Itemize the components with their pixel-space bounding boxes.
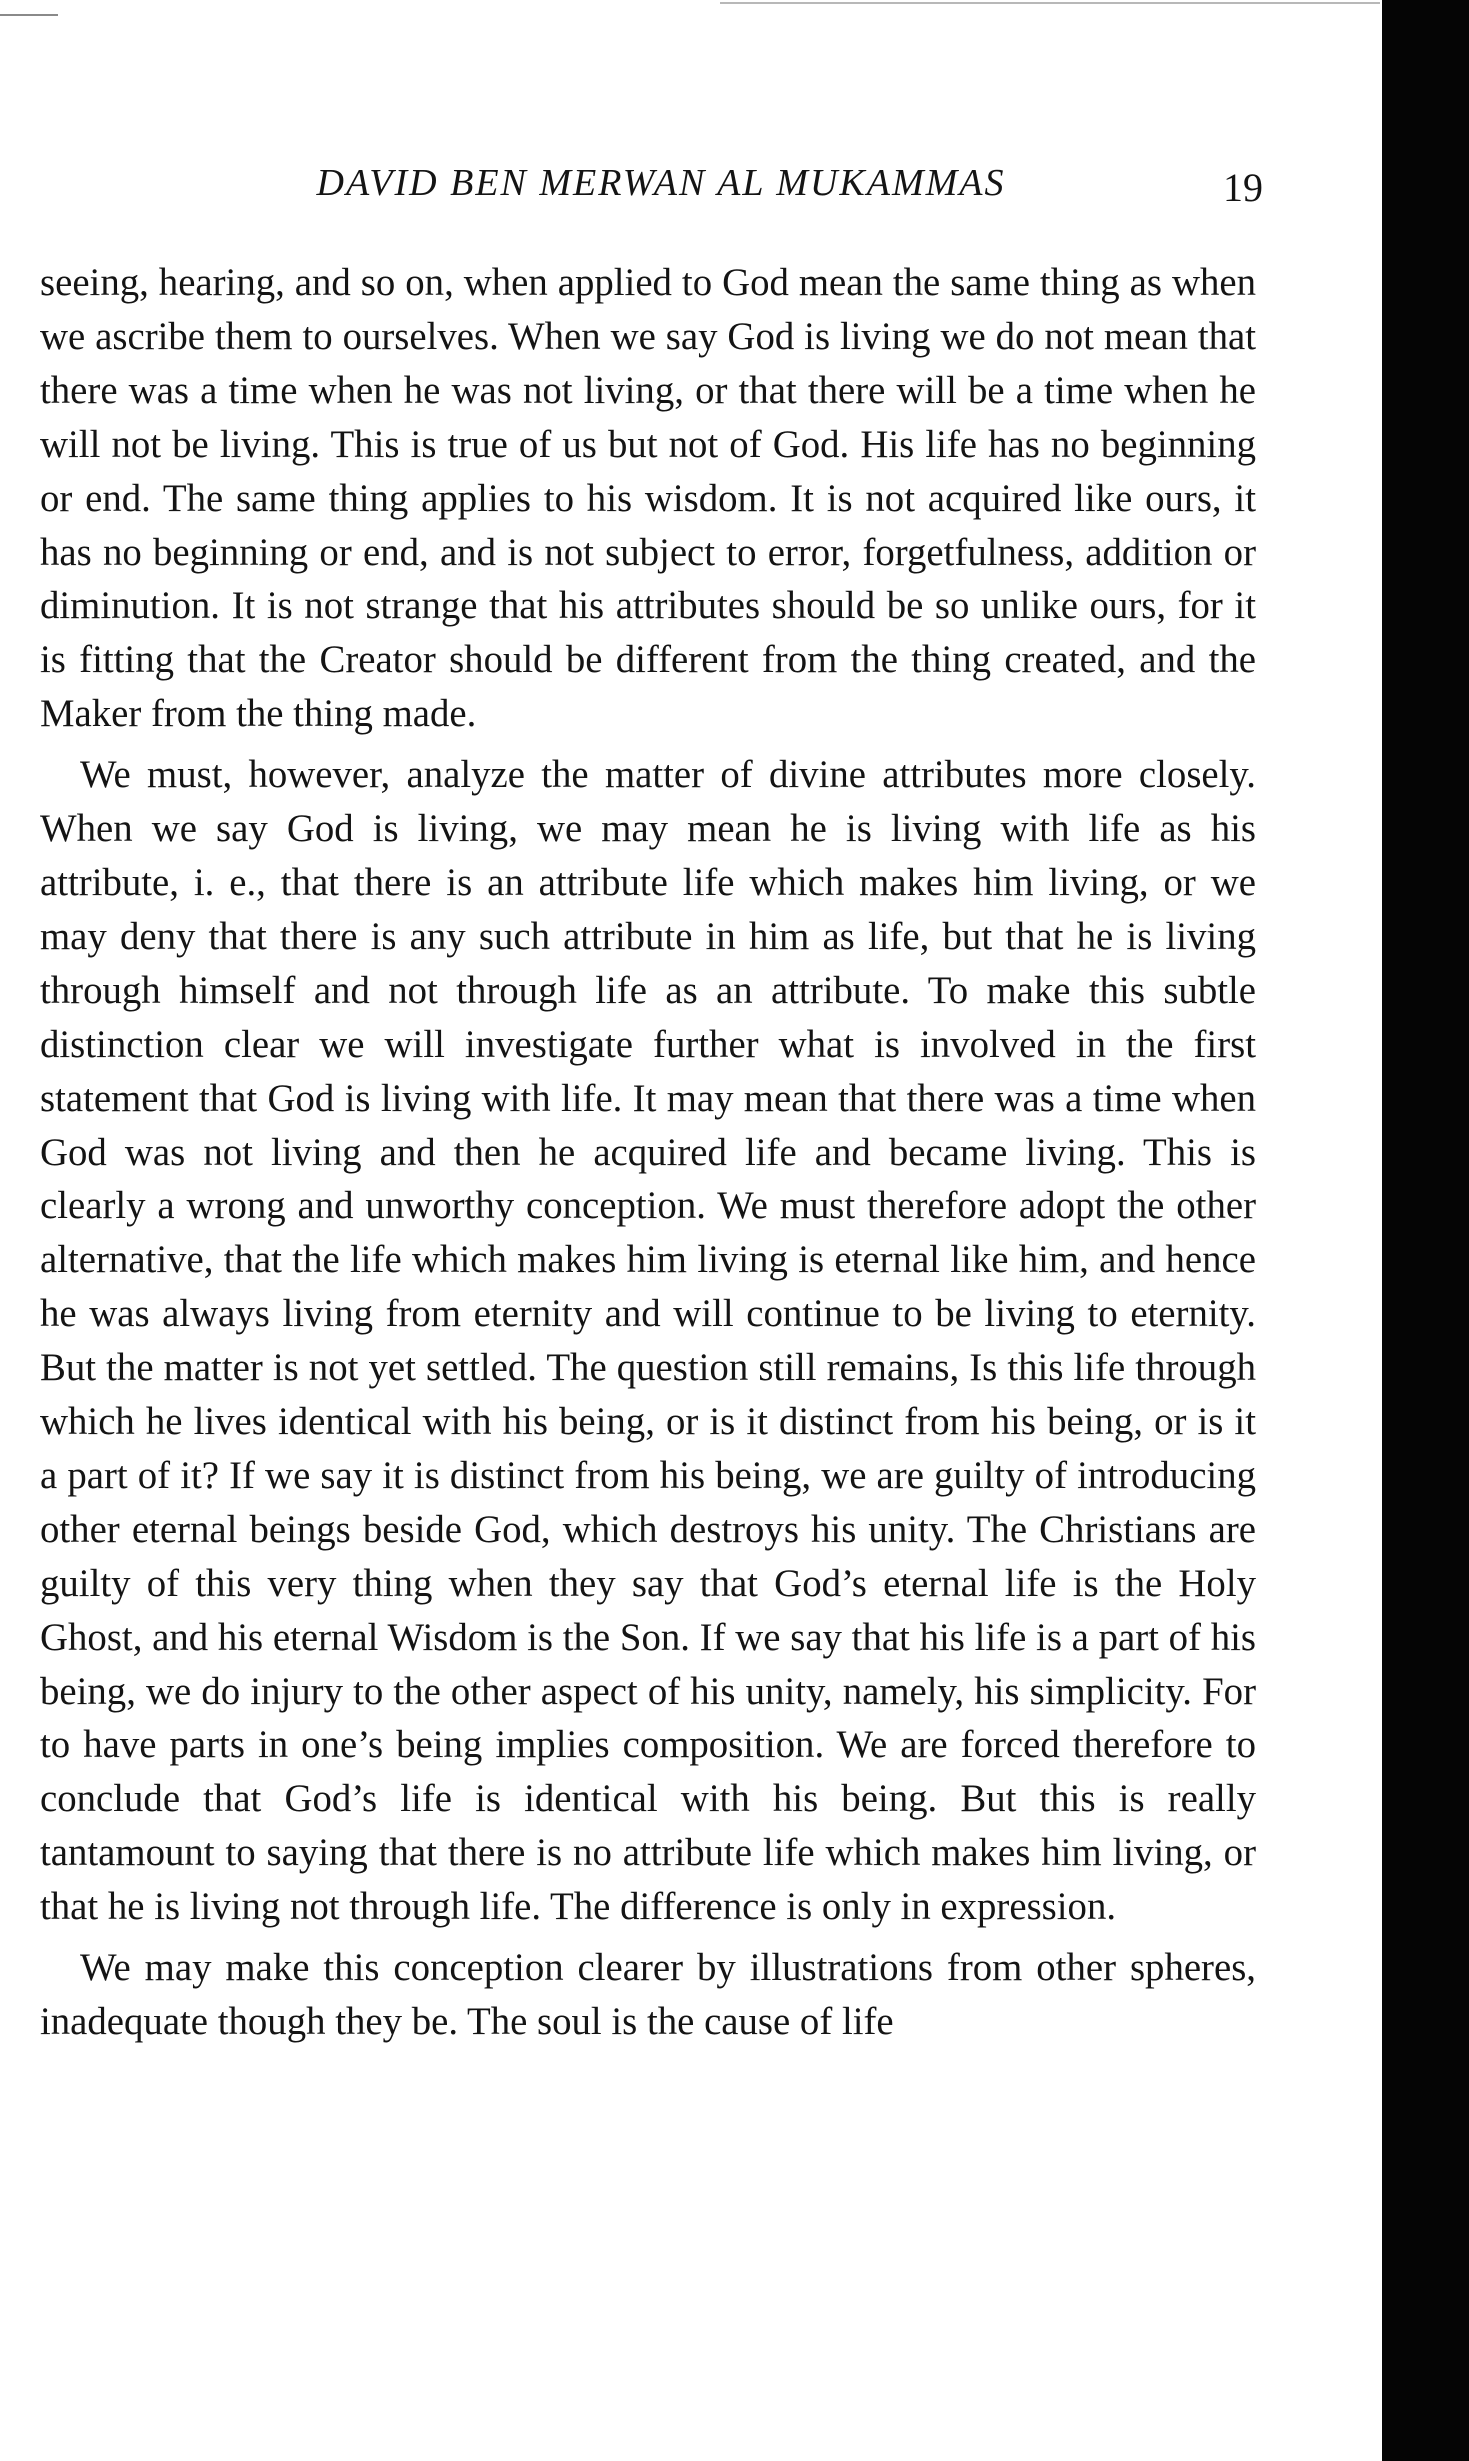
paragraph-1: seeing, hearing, and so on, when applied to God mean the same thing as when we ascribe them to ourselves. When we say God is living we do not mean that there was a time when he was not living, or that there will be a time when he will not be living. This is true of us but not of God. His life has no beginning or end. The same thing applies to his wisdom. It is not acquired like ours, it has no beginning or end, and is not subject to error, forgetfulness, addition or diminution. It is not strange that his attributes should be so unlike ours, for it is fitting that the Creator should be different from the thing created, and the Maker from the thing made. — [40, 261, 1256, 736]
body-text — [40, 256, 1256, 2049]
scan-edge — [1382, 0, 1469, 2461]
paragraph-3: We may make this conception clearer by illustrations from other spheres, inadequate though they be. The soul is the cause of life — [40, 1946, 1256, 2043]
paragraph-2: We must, however, analyze the matter of divine attributes more closely. When we say God is living, we may mean he is living with life as his attribute, i. e., that there is an attribute life which makes him living, or we may deny that there is any such attribute in him as life, but that he is living through himself and not through life as an attribute. To make this subtle distinction clear we will investigate further what is involved in the first statement that God is living with life. It may mean that there was a time when God was not living and then he acquired life and became living. This is clearly a wrong and unworthy conception. We must therefore adopt the other alternative, that the life which makes him living is eternal like him, and hence he was always living from eternity and will continue to be living to eternity. But the matter is not yet settled. The question still remains, Is this life through which he lives identical with his being, or is it distinct from his being, or is it a part of it? If we say it is distinct from his being, we are guilty of introducing other eternal beings beside God, which destroys his unity. The Christians are guilty of this very thing when they say that God’s eternal life is the Holy Ghost, and his eternal Wisdom is the Son. If we say that his life is a part of his being, we do injury to the other aspect of his unity, namely, his simplicity. For to have parts in one’s being implies composition. We are forced therefore to conclude that God’s life is identical with his being. But this is really tantamount to saying that there is no attribute life which makes him living, or that he is living not through life. The difference is only in expression. — [40, 753, 1256, 1929]
running-title: DAVID BEN MERWAN AL MUKAMMAS — [316, 162, 1006, 204]
page-number: 19 — [1223, 165, 1263, 210]
